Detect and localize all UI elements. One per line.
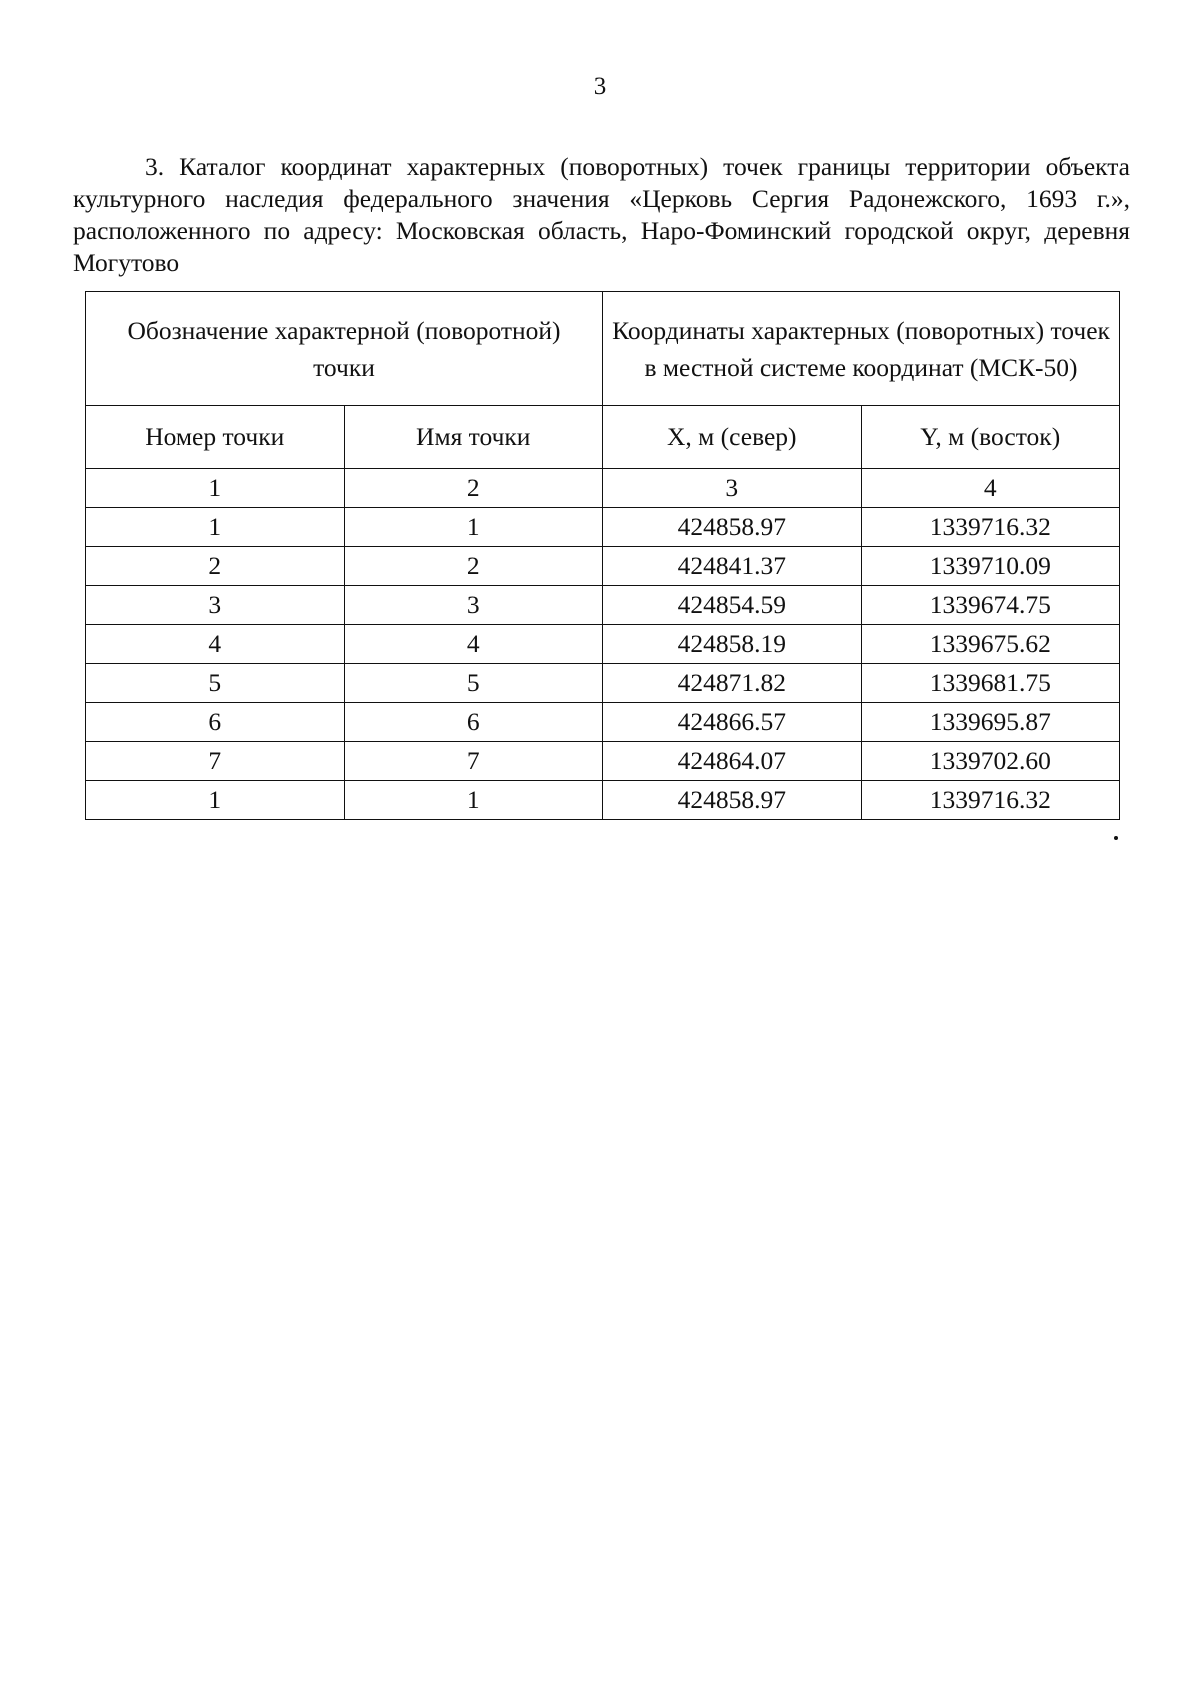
point-name-cell: 6: [344, 703, 603, 742]
table-row: [86, 547, 1120, 586]
coordinates-table: [85, 291, 1120, 820]
point-number-header: Номер точки: [86, 406, 345, 469]
y-coordinate-header: Y, м (восток): [861, 406, 1120, 469]
x-coordinate-cell: 424841.37: [603, 547, 862, 586]
table-row: [86, 742, 1120, 781]
column-index-cell: 3: [603, 469, 862, 508]
y-coordinate-cell: 1339716.32: [861, 508, 1120, 547]
point-number-cell: 4: [86, 625, 345, 664]
column-index-cell: 1: [86, 469, 345, 508]
x-coordinate-cell: 424854.59: [603, 586, 862, 625]
x-coordinate-cell: 424858.97: [603, 508, 862, 547]
x-coordinate-cell: 424864.07: [603, 742, 862, 781]
coordinates-group-header: Координаты характерных (поворотных) точек в местной системе координат (МСК-50): [603, 292, 1120, 406]
y-coordinate-cell: 1339716.32: [861, 781, 1120, 820]
table-column-header-row: [86, 406, 1120, 469]
point-number-cell: 1: [86, 508, 345, 547]
y-coordinate-cell: 1339674.75: [861, 586, 1120, 625]
table-row: [86, 703, 1120, 742]
x-coordinate-cell: 424858.97: [603, 781, 862, 820]
table-column-index-row: [86, 469, 1120, 508]
point-number-cell: 7: [86, 742, 345, 781]
y-coordinate-cell: 1339702.60: [861, 742, 1120, 781]
point-name-cell: 1: [344, 508, 603, 547]
point-name-cell: 1: [344, 781, 603, 820]
trailing-period-mark: [1114, 836, 1118, 840]
table-row: [86, 664, 1120, 703]
x-coordinate-header: X, м (север): [603, 406, 862, 469]
column-index-cell: 4: [861, 469, 1120, 508]
x-coordinate-cell: 424866.57: [603, 703, 862, 742]
y-coordinate-cell: 1339695.87: [861, 703, 1120, 742]
y-coordinate-cell: 1339681.75: [861, 664, 1120, 703]
point-number-cell: 1: [86, 781, 345, 820]
point-name-cell: 5: [344, 664, 603, 703]
point-name-cell: 2: [344, 547, 603, 586]
point-number-cell: 2: [86, 547, 345, 586]
y-coordinate-cell: 1339675.62: [861, 625, 1120, 664]
table-row: [86, 625, 1120, 664]
x-coordinate-cell: 424871.82: [603, 664, 862, 703]
column-index-cell: 2: [344, 469, 603, 508]
coordinates-table-body: [86, 292, 1120, 820]
point-number-cell: 3: [86, 586, 345, 625]
table-row: [86, 781, 1120, 820]
x-coordinate-cell: 424858.19: [603, 625, 862, 664]
point-number-cell: 6: [86, 703, 345, 742]
point-name-header: Имя точки: [344, 406, 603, 469]
table-group-header-row: [86, 292, 1120, 406]
designation-group-header: Обозначение характерной (поворотной) точки: [86, 292, 603, 406]
table-row: [86, 508, 1120, 547]
point-name-cell: 4: [344, 625, 603, 664]
y-coordinate-cell: 1339710.09: [861, 547, 1120, 586]
table-row: [86, 586, 1120, 625]
point-name-cell: 3: [344, 586, 603, 625]
point-number-cell: 5: [86, 664, 345, 703]
section-heading: 3. Каталог координат характерных (поворотных) точек границы территории объекта культурного наследия федерального значения «Церковь Сергия Радонежского, 1693 г.», расположенного по адресу: Московская область, Наро-Фоминский городской округ, деревня Могутово: [73, 151, 1130, 277]
page-number: 3: [593, 73, 607, 100]
point-name-cell: 7: [344, 742, 603, 781]
